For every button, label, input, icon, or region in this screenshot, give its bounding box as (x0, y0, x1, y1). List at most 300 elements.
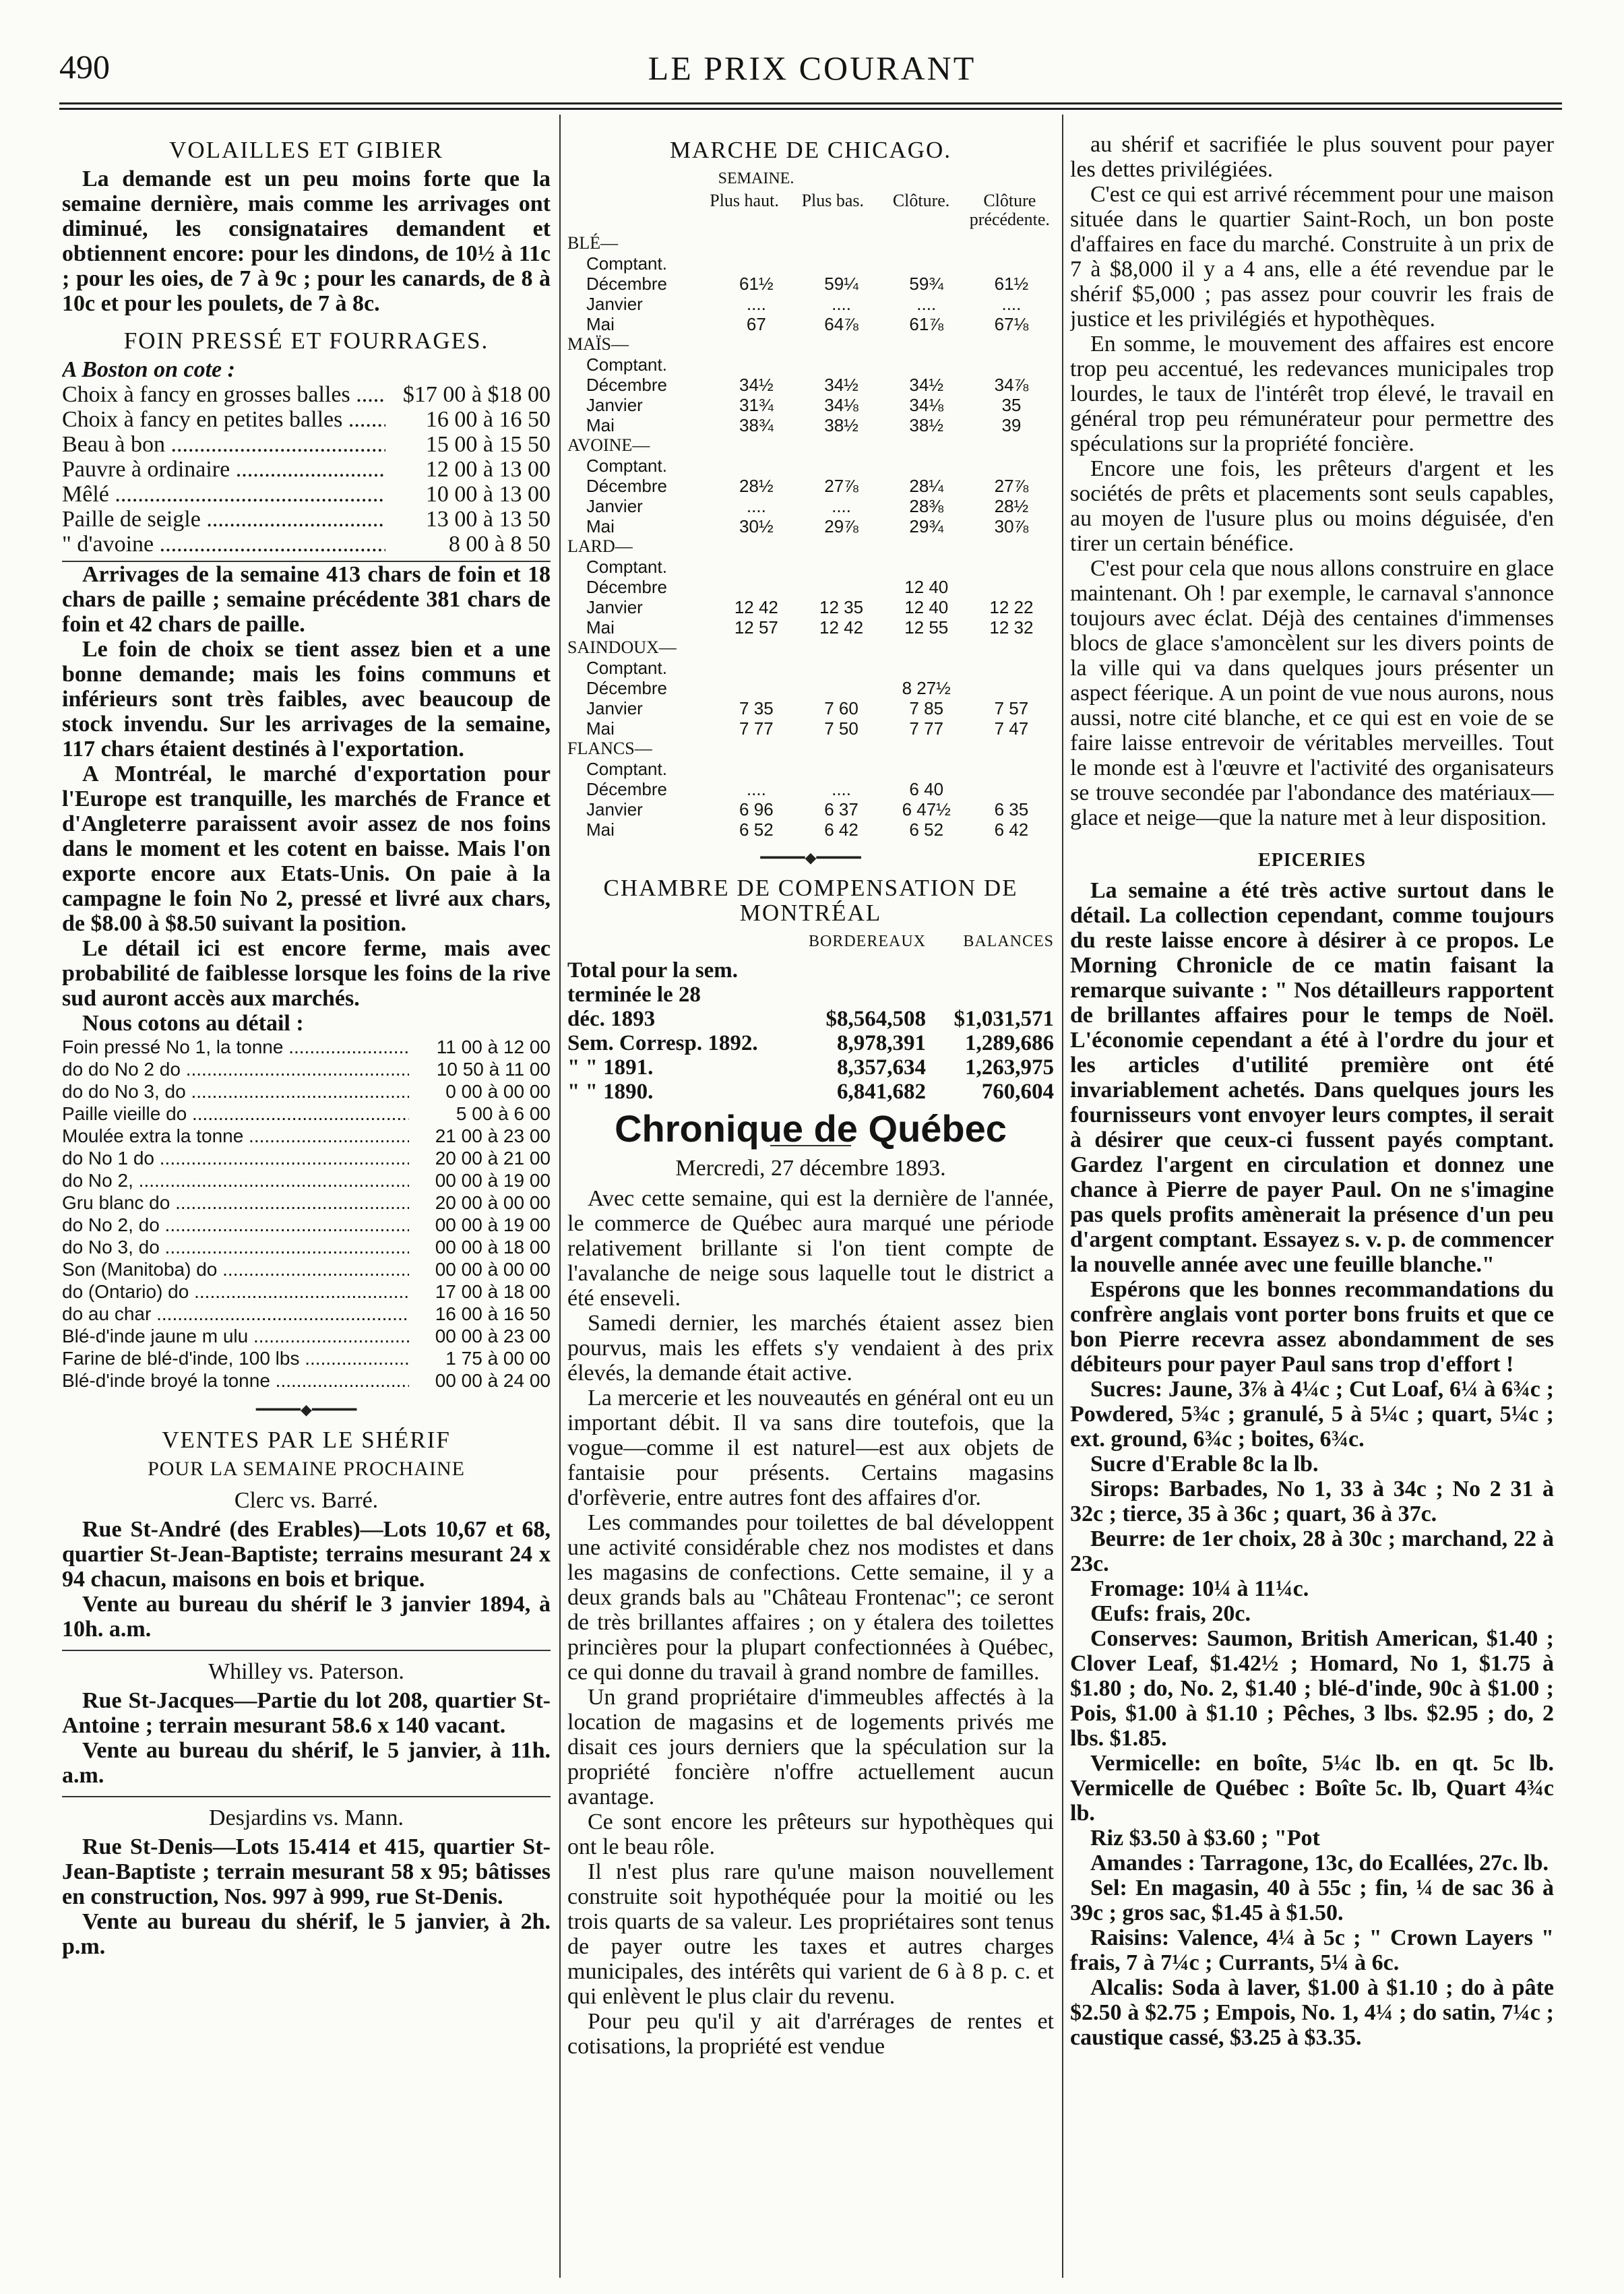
chicago-cell (799, 557, 883, 577)
detail-price-row (62, 1125, 551, 1147)
price-value: 15 00 à 15 50 (425, 432, 551, 457)
chambre-header-bordereaux: BORDEREAUX (808, 933, 926, 950)
detail-price-row (62, 1080, 551, 1103)
chicago-cell: .... (832, 779, 851, 799)
case-parties: Clerc vs. Barré. (234, 1488, 379, 1513)
chicago-cell: 28⅜ (909, 496, 944, 516)
price-label: do do No 2 do ..... (62, 1058, 409, 1080)
chicago-row-label: Comptant. (586, 253, 667, 274)
price-label: do No 1 do ..... (62, 1147, 409, 1169)
chicago-cell: 7 77 (739, 718, 774, 739)
chambre-balance: $1,031,571 (954, 1007, 1054, 1031)
chicago-row (567, 819, 1054, 840)
chicago-cell: 59¾ (909, 274, 944, 294)
section-title-foin: FOIN PRESSÉ ET FOURRAGES. (123, 328, 489, 354)
chicago-cell: 30½ (739, 516, 774, 536)
epiceries-item: Sirops: Barbades, No 1, 33 à 34c ; No 2 31 à 32c ; tierce, 35 à 36c ; quart, 36 à 37c. (1070, 1477, 1554, 1526)
epiceries-item: Amandes : Tarragone, 13c, do Ecallées, 27c. lb. (1090, 1851, 1549, 1876)
chambre-row-label: " " 1891. (567, 1055, 654, 1080)
chicago-cell: 61½ (994, 274, 1029, 294)
price-row (62, 432, 551, 457)
chicago-cell: 7 57 (994, 698, 1029, 718)
chicago-cell: 29¾ (909, 516, 944, 536)
chicago-row-label: Comptant. (586, 658, 667, 678)
chambre-balance: 1,263,975 (965, 1055, 1054, 1080)
chicago-row (567, 617, 1054, 638)
article-paragraph: C'est pour cela que nous allons construire en glace maintenant. Oh ! par exemple, le carnaval s'annonce toujours avec éclat. Déjà des centaines d'immenses blocs de glace s'amoncèlent sur les divers points de la ville qui va dans quelques jours présenter un aspect féerique. A un point de vue nous aurons, nous aussi, notre cité blanche, et ce qui est en voie de se faire laisse entrevoir de véritables merveilles. Tout le monde est à l'œuvre et l'activité des organisateurs se trouve secondée par l'abondance des matériaux—glace et neige—que la nature met à leur disposition. (1070, 556, 1554, 830)
chicago-cell (969, 658, 1054, 678)
price-label: Choix à fancy en grosses balles ..... (62, 382, 385, 407)
chicago-row (567, 597, 1054, 617)
chambre-bordereaux: 6,841,682 (837, 1080, 926, 1104)
chicago-row-label: Mai (586, 314, 615, 334)
case-divider (62, 1650, 551, 1651)
price-row (62, 507, 551, 532)
chicago-cell (884, 253, 969, 274)
chicago-cell: .... (832, 294, 851, 314)
chicago-row-label: Comptant. (586, 557, 667, 577)
price-row (62, 482, 551, 507)
price-value: 00 00 à 00 00 (435, 1259, 551, 1280)
price-label: Paille de seigle ..... (62, 507, 385, 532)
chicago-cell: 12 57 (734, 617, 778, 638)
case-description: Rue St-Jacques—Partie du lot 208, quartier St-Antoine ; terrain mesurant 58.6 x 140 vacant. (62, 1688, 551, 1738)
chicago-cell (714, 577, 799, 597)
chambre-row (567, 958, 1054, 983)
chicago-cell (799, 678, 883, 698)
chicago-cell: 7 85 (909, 698, 944, 718)
chicago-cell: 38½ (824, 415, 858, 435)
chambre-row (567, 1055, 1054, 1080)
chicago-cell: 12 55 (904, 617, 949, 638)
chicago-row-label: Janvier (586, 395, 643, 415)
chicago-row (567, 253, 1054, 274)
chicago-cell: 6 47½ (902, 799, 951, 819)
foin-paragraph-1: Arrivages de la semaine 413 chars de foin et 18 chars de paille ; semaine précédente 381 chars de foin et 42 chars de paille. (62, 562, 551, 637)
case-parties: Desjardins vs. Mann. (209, 1805, 404, 1830)
chambre-balance (926, 983, 1054, 1007)
epiceries-paragraph: Espérons que les bonnes recommandations du confrère anglais vont porter bons fruits et que ce bon Pierre recevra assez abondamment de ses débiteurs pour payer Paul sans trop d'effort ! (1070, 1277, 1554, 1377)
epiceries-item: Œufs: frais, 20c. (1090, 1601, 1251, 1626)
sheriff-sales-list (62, 1488, 551, 1959)
chicago-row (567, 456, 1054, 476)
price-label: Pauvre à ordinaire ..... (62, 457, 385, 482)
chicago-cell: .... (746, 294, 766, 314)
chicago-cell: 59¼ (824, 274, 858, 294)
chicago-row-label: Janvier (586, 294, 643, 314)
header-rule-2 (59, 108, 1562, 110)
chicago-cell: 7 47 (994, 718, 1029, 739)
price-label: do No 2, ..... (62, 1169, 409, 1191)
epiceries-item: Conserves: Saumon, British American, $1.40 ; Clover Leaf, $1.42½ ; Homard, No 1, $1.75 à $1.80 ; do, No. 2, $1.40 ; blé-d'inde, 90c à $1.00 ; Pois, $1.00 à $1.10 ; Pêches, 3 lbs. $2.95 ; do, 2 lbs. $1.85. (1070, 1626, 1554, 1751)
chicago-cell: .... (1001, 294, 1022, 314)
chicago-row-label: Décembre (586, 476, 667, 496)
chambre-table-body (567, 958, 1054, 1104)
section-title-epiceries: EPICERIES (1258, 850, 1366, 871)
chambre-row (567, 1080, 1054, 1104)
chicago-row-label: Décembre (586, 779, 667, 799)
chambre-row (567, 1031, 1054, 1055)
chicago-cell (714, 253, 799, 274)
chicago-cell: 27⅞ (824, 476, 858, 496)
chicago-cell: 39 (1001, 415, 1022, 435)
chicago-group-label: AVOINE— (567, 435, 650, 455)
chicago-row (567, 375, 1054, 395)
price-label: Mêlé ..... (62, 482, 385, 507)
chicago-row (567, 577, 1054, 597)
chicago-cell: 29⅞ (824, 516, 858, 536)
article-paragraph: Encore une fois, les prêteurs d'argent et les sociétés de prêts et placements sont seuls capables, au moyen de l'usure plus ou moins déguisée, d'en tirer un certain bénéfice. (1070, 456, 1554, 556)
chronique-paragraph: Ce sont encore les prêteurs sur hypothèques qui ont le beau rôle. (567, 1809, 1054, 1859)
chicago-cell: .... (746, 779, 766, 799)
price-value: 00 00 à 24 00 (435, 1370, 551, 1391)
chambre-header (567, 929, 1054, 954)
chicago-cell: 30⅞ (994, 516, 1029, 536)
chronique-continued (1070, 132, 1554, 830)
chambre-bordereaux: $8,564,508 (825, 1007, 926, 1031)
chronique-date: Mercredi, 27 décembre 1893. (675, 1156, 946, 1181)
price-label: " d'avoine ..... (62, 532, 385, 557)
chicago-header-cell: Clôture. (892, 191, 950, 210)
chicago-row (567, 476, 1054, 496)
chicago-cell: 34½ (909, 375, 944, 395)
chronique-paragraph: La mercerie et les nouveautés en général ont eu un important débit. Il va sans dire toutefois, que la vogue—comme il est naturel—est aux objets de fantaisie pour présents. Certains magasins d'orfèverie, entre autres font des affaires d'or. (567, 1386, 1054, 1510)
chambre-balance: 760,604 (981, 1080, 1054, 1104)
chronique-paragraph: Les commandes pour toilettes de bal développent une activité considérable chez nos modistes et dans les magasins de confections. Cette semaine, il y a deux grands bals au "Château Frontenac"; ce seront de très brillantes affaires ; on y étalera des toilettes princières pour la plupart confectionnées à Québec, ce qui donne du travail à grand nombre de familles. (567, 1510, 1054, 1685)
chicago-cell (714, 678, 799, 698)
price-value: 0 00 à 00 00 (445, 1081, 551, 1102)
foin-paragraph-2: Le foin de choix se tient assez bien et a une bonne demande; mais les foins communs et inférieurs sont très faibles, avec beaucoup de stock invendu. Sur les arrivages de la semaine, 117 chars étaient destinés à l'exportation. (62, 637, 551, 762)
chicago-cell (884, 658, 969, 678)
chicago-cell: 38¾ (739, 415, 774, 435)
detail-heading: Nous cotons au détail : (82, 1011, 304, 1036)
chambre-row-label: Sem. Corresp. 1892. (567, 1031, 758, 1055)
chicago-cell: 6 37 (824, 799, 858, 819)
chicago-cell (799, 456, 883, 476)
price-value: 00 00 à 23 00 (435, 1326, 551, 1346)
chicago-row-label: Comptant. (586, 456, 667, 476)
chicago-row-label: Décembre (586, 375, 667, 395)
chicago-header-cell: Plus haut. (710, 191, 779, 210)
price-label: Moulée extra la tonne ..... (62, 1125, 409, 1147)
chicago-cell (799, 577, 883, 597)
case-parties: Whilley vs. Paterson. (208, 1659, 404, 1684)
chicago-cell: 35 (1001, 395, 1022, 415)
epiceries-item: Riz $3.50 à $3.60 ; "Pot (1090, 1826, 1320, 1851)
price-label: do (Ontario) do ..... (62, 1280, 409, 1303)
chicago-cell: 6 35 (994, 799, 1029, 819)
article-paragraph: au shérif et sacrifiée le plus souvent pour payer les dettes privilégiées. (1070, 132, 1554, 182)
chicago-header-cell: Plus bas. (801, 191, 865, 210)
chicago-cell: 34½ (739, 375, 774, 395)
chicago-cell: .... (746, 496, 766, 516)
chambre-balance: 1,289,686 (965, 1031, 1054, 1055)
chicago-cell: 61⅞ (909, 314, 944, 334)
chicago-row-label: Janvier (586, 597, 643, 617)
page-number: 490 (59, 48, 110, 86)
detail-price-row (62, 1280, 551, 1303)
chicago-cell (969, 253, 1054, 274)
price-label: Paille vieille do ..... (62, 1103, 409, 1125)
price-value: 13 00 à 13 50 (425, 507, 551, 532)
semaine-label: SEMAINE. (718, 170, 794, 187)
chicago-cell: 6 42 (824, 819, 858, 840)
chicago-row-label: Mai (586, 819, 615, 840)
chicago-cell: 38½ (909, 415, 944, 435)
chronique-paragraph: Un grand propriétaire d'immeubles affectés à la location de magasins et de logements privés me disait ces jours derniers que la spéculation sur la propriété foncière n'offre actuellement aucun avantage. (567, 1685, 1054, 1809)
chicago-row (567, 516, 1054, 536)
page-title: LE PRIX COURANT (648, 49, 976, 87)
price-label: do au char ..... (62, 1303, 409, 1325)
boston-price-list (62, 382, 551, 557)
chronique-paragraph: Samedi dernier, les marchés étaient assez bien pourvus, mais les effets s'y vendaient à des prix élevés, la demande était active. (567, 1311, 1054, 1386)
column-right (1070, 132, 1554, 2275)
chicago-row (567, 314, 1054, 334)
epiceries-item: Sucre d'Erable 8c la lb. (1090, 1452, 1319, 1477)
column-separator (559, 115, 561, 2278)
chicago-group-label: MAÏS— (567, 334, 629, 354)
chicago-cell: 34⅛ (909, 395, 944, 415)
chronique-paragraph: Il n'est plus rare qu'une maison nouvellement construite soit hypothéquée pour la moitié ou les trois quarts de sa valeur. Les propriétaires sont tenus de payer outre les taxes et autres charges municipales, des intérêts qui varient de 6 à 8 p. c. et qui enlèvent le plus clair du revenu. (567, 1859, 1054, 2009)
price-row (62, 382, 551, 407)
article-paragraph: En somme, le mouvement des affaires est encore trop peu accentué, les redevances municipales trop lourdes, le taux de l'intérêt trop élevé, le travail en général trop peu rémunérateur pour permettre des spéculations sur la propriété foncière. (1070, 332, 1554, 456)
chicago-group-label: FLANCS— (567, 739, 652, 758)
chambre-row-label: " " 1890. (567, 1080, 654, 1104)
detail-price-row (62, 1325, 551, 1347)
chicago-group-label: SAINDOUX— (567, 638, 677, 657)
chicago-row (567, 557, 1054, 577)
section-title-ventes: VENTES PAR LE SHÉRIF (162, 1427, 451, 1453)
chicago-row-label: Mai (586, 516, 615, 536)
chicago-row-label: Janvier (586, 496, 643, 516)
chronique-paragraph: Avec cette semaine, qui est la dernière de l'année, le commerce de Québec aura marqué une période relativement brillante si l'on tient compte de l'avalanche de neige sous laquelle tout le district a été enseveli. (567, 1186, 1054, 1311)
case-sale-date: Vente au bureau du shérif, le 5 janvier, à 2h. p.m. (62, 1909, 551, 1959)
detail-price-row (62, 1347, 551, 1369)
foin-paragraph-4: Le détail ici est encore ferme, mais avec probabilité de faiblesse lorsque les foins de la rive sud auront accès aux marchés. (62, 936, 551, 1011)
column-middle (567, 132, 1054, 2275)
foin-paragraph-3: A Montréal, le marché d'exportation pour l'Europe est tranquille, les marchés de France et d'Angleterre paraissent avoir assez de nos foins dans le moment et les cotent en baisse. Mais l'on exporte encore aux Etats-Unis. On paie à la campagne le foin No 2, pressé et livré aux chars, de $8.00 à $8.50 suivant la position. (62, 762, 551, 936)
price-row (62, 532, 551, 557)
chicago-cell: 28½ (994, 496, 1029, 516)
chicago-cell: 8 27½ (902, 678, 951, 698)
epiceries-item: Alcalis: Soda à laver, $1.00 à $1.10 ; do à pâte $2.50 à $2.75 ; Empois, No. 1, 4¼ ; do satin, 7¼c ; caustique cassé, $3.25 à $3.35. (1070, 1975, 1554, 2050)
price-label: do do No 3, do ..... (62, 1080, 409, 1103)
epiceries-text (1070, 878, 1554, 1377)
chambre-row (567, 1007, 1054, 1031)
detail-price-row (62, 1147, 551, 1169)
chicago-group-label: BLÉ— (567, 233, 619, 253)
price-row (62, 457, 551, 482)
chicago-row (567, 395, 1054, 415)
chicago-group-label: LARD— (567, 536, 633, 556)
chicago-cell (969, 354, 1054, 375)
chambre-row-label: terminée le 28 (567, 983, 701, 1007)
chicago-cell (884, 557, 969, 577)
chambre-bordereaux (798, 983, 926, 1007)
chicago-row-label: Décembre (586, 274, 667, 294)
chicago-cell: 12 35 (819, 597, 864, 617)
detail-price-row (62, 1103, 551, 1125)
ornament-divider: ━━━━━◆━━━━━ (760, 849, 861, 866)
price-label: Farine de blé-d'inde, 100 lbs ..... (62, 1347, 409, 1369)
header-rule (59, 102, 1562, 104)
epiceries-item: Sucres: Jaune, 3⅞ à 4¼c ; Cut Loaf, 6¼ à 6¾c ; Powdered, 5¾c ; granulé, 5 à 5¼c ; quart, 5¼c ; ext. ground, 6¾c ; boites, 6¾c. (1070, 1377, 1554, 1452)
chicago-cell: 7 77 (909, 718, 944, 739)
chicago-row (567, 779, 1054, 799)
price-value: 20 00 à 21 00 (435, 1148, 551, 1169)
chicago-cell: 61½ (739, 274, 774, 294)
price-value: 12 00 à 13 00 (425, 457, 551, 482)
chicago-row (567, 354, 1054, 375)
chicago-table-header (567, 191, 1054, 229)
chicago-cell: 6 52 (739, 819, 774, 840)
chicago-cell (969, 577, 1054, 597)
price-value: 20 00 à 00 00 (435, 1192, 551, 1213)
detail-price-row (62, 1214, 551, 1236)
chambre-row-label: Total pour la sem. (567, 958, 739, 983)
chicago-cell: 64⅞ (824, 314, 858, 334)
chicago-cell (969, 759, 1054, 779)
chicago-row-label: Janvier (586, 799, 643, 819)
price-value: 00 00 à 18 00 (435, 1237, 551, 1258)
chicago-cell: 28¼ (909, 476, 944, 496)
chicago-cell (714, 658, 799, 678)
chicago-cell: 12 40 (904, 577, 949, 597)
epiceries-item: Sel: En magasin, 40 à 55c ; fin, ¼ de sac 36 à 39c ; gros sac, $1.45 à $1.50. (1070, 1876, 1554, 1925)
chicago-cell (969, 678, 1054, 698)
chambre-bordereaux: 8,978,391 (837, 1031, 926, 1055)
chronique-title: Chronique de Québec (615, 1107, 1007, 1150)
price-label: Son (Manitoba) do ..... (62, 1258, 409, 1280)
chicago-cell: 27⅞ (994, 476, 1029, 496)
chicago-cell: 6 40 (909, 779, 944, 799)
chicago-cell: 7 35 (739, 698, 774, 718)
chicago-row (567, 294, 1054, 314)
price-value: $17 00 à $18 00 (402, 382, 551, 407)
price-label: do No 3, do ..... (62, 1236, 409, 1258)
case-description: Rue St-Denis—Lots 15.414 et 415, quartier St-Jean-Baptiste ; terrain mesurant 58 x 95; bâtisses en construction, Nos. 997 à 999, rue St-Denis. (62, 1834, 551, 1909)
detail-price-row (62, 1303, 551, 1325)
price-label: Choix à fancy en petites balles ..... (62, 407, 385, 432)
case-sale-date: Vente au bureau du shérif, le 5 janvier, à 11h. a.m. (62, 1738, 551, 1788)
detail-price-list (62, 1036, 551, 1392)
ventes-subtitle: POUR LA SEMAINE PROCHAINE (148, 1458, 465, 1480)
chicago-row-label: Mai (586, 718, 615, 739)
detail-price-row (62, 1191, 551, 1214)
chicago-row-label: Mai (586, 617, 615, 638)
chronique-body (567, 1186, 1054, 2059)
chicago-cell: 28½ (739, 476, 774, 496)
price-value: 16 00 à 16 50 (435, 1303, 551, 1324)
chicago-cell (884, 759, 969, 779)
chambre-bordereaux: 8,357,634 (837, 1055, 926, 1080)
chicago-cell (969, 456, 1054, 476)
chicago-cell (884, 354, 969, 375)
price-value: 17 00 à 18 00 (435, 1281, 551, 1302)
chicago-row (567, 274, 1054, 294)
chicago-cell (799, 759, 883, 779)
epiceries-price-items (1070, 1377, 1554, 2050)
chicago-cell (884, 456, 969, 476)
chambre-header-balances: BALANCES (963, 933, 1054, 950)
price-value: 00 00 à 19 00 (435, 1170, 551, 1191)
detail-price-row (62, 1169, 551, 1191)
chambre-row-label: déc. 1893 (567, 1007, 656, 1031)
epiceries-item: Raisins: Valence, 4¼ à 5c ; " Crown Layers " frais, 7 à 7¼c ; Currants, 5¼ à 6c. (1070, 1925, 1554, 1975)
column-left (62, 132, 551, 2275)
chicago-table-body (567, 233, 1054, 840)
chicago-cell: 12 42 (819, 617, 864, 638)
chambre-balance (926, 958, 1054, 983)
chicago-cell: 34½ (824, 375, 858, 395)
price-value: 16 00 à 16 50 (425, 407, 551, 432)
price-value: 11 00 à 12 00 (436, 1036, 551, 1057)
detail-price-row (62, 1236, 551, 1258)
price-label: Blé-d'inde jaune m ulu ..... (62, 1325, 409, 1347)
chambre-bordereaux (798, 958, 926, 983)
case-description: Rue St-André (des Erables)—Lots 10,67 et 68, quartier St-Jean-Baptiste; terrains mesurant 24 x 94 chacun, maisons en bois et brique. (62, 1517, 551, 1592)
price-value: 00 00 à 19 00 (435, 1214, 551, 1235)
detail-price-row (62, 1258, 551, 1280)
price-label: Gru blanc do ..... (62, 1191, 409, 1214)
chicago-row-label: Janvier (586, 698, 643, 718)
chicago-cell: 34⅛ (824, 395, 858, 415)
chicago-row (567, 496, 1054, 516)
chicago-cell (714, 354, 799, 375)
chicago-row (567, 698, 1054, 718)
chicago-row-label: Décembre (586, 577, 667, 597)
chicago-cell (714, 557, 799, 577)
chicago-cell: 67⅛ (994, 314, 1029, 334)
chicago-cell (714, 456, 799, 476)
chicago-cell: .... (832, 496, 851, 516)
price-label: Foin pressé No 1, la tonne ..... (62, 1036, 409, 1058)
epiceries-item: Beurre: de 1er choix, 28 à 30c ; marchand, 22 à 23c. (1070, 1526, 1554, 1576)
chicago-cell: 31¾ (739, 395, 774, 415)
price-value: 21 00 à 23 00 (435, 1125, 551, 1146)
chicago-row-label: Mai (586, 415, 615, 435)
chicago-cell: 6 42 (994, 819, 1029, 840)
volailles-text: La demande est un peu moins forte que la semaine dernière, mais comme les arrivages ont diminué, les consignataires demandent et obtiennent encore: pour les dindons, de 10½ à 11c ; pour les oies, de 7 à 9c ; pour les canards, de 8 à 10c et pour les poulets, de 7 à 8c. (62, 166, 551, 316)
chicago-cell: 34⅞ (994, 375, 1029, 395)
chicago-row (567, 658, 1054, 678)
chicago-cell: .... (916, 294, 937, 314)
detail-price-row (62, 1036, 551, 1058)
epiceries-item: Fromage: 10¼ à 11¼c. (1090, 1576, 1309, 1601)
article-paragraph: C'est ce qui est arrivé récemment pour une maison située dans le quartier Saint-Roch, un bon poste d'affaires en face du marché. Construite à un prix de 7 à $8,000 il y a 4 ans, elle a été revendue par le shérif $5,000 ; pas assez pour couvrir les frais de justice et les privilégiés et hypothèques. (1070, 182, 1554, 332)
price-label: Blé-d'inde broyé la tonne ..... (62, 1369, 409, 1392)
detail-price-row (62, 1369, 551, 1392)
epiceries-paragraph: La semaine a été très active surtout dans le détail. La collection cependant, comme toujours du reste laisse encore à désirer à ce propos. Le Morning Chronicle de ce matin faisant la remarque suivante : " Nos détailleurs rapportent de brillantes affaires pour le temps de Noël. L'économie cependant a été à l'ordre du jour et les articles d'utilité première ont été invariablement achetés. Dans quelques jours les fournisseurs vont envoyer leurs comptes, il serait à désirer que ceux-ci fussent payés comptant. Gardez l'argent en circulation et donnez une chance à Pierre de payer Paul. On ne s'imagine pas quels profits amènerait la présence d'un peu d'argent comptant. Essayez s. v. p. de commencer la nouvelle année avec une feuille blanche." (1070, 878, 1554, 1277)
price-value: 10 50 à 11 00 (436, 1059, 551, 1080)
section-title-chicago: MARCHE DE CHICAGO. (669, 137, 952, 163)
price-label: Beau à bon ..... (62, 432, 385, 457)
chicago-row (567, 415, 1054, 435)
case-sale-date: Vente au bureau du shérif le 3 janvier 1894, à 10h. a.m. (62, 1592, 551, 1642)
chronique-paragraph: Pour peu qu'il y ait d'arrérages de rentes et cotisations, la propriété est vendue (567, 2009, 1054, 2059)
chicago-row (567, 799, 1054, 819)
section-title-volailles: VOLAILLES ET GIBIER (169, 137, 443, 163)
chicago-cell (799, 253, 883, 274)
price-value: 5 00 à 6 00 (456, 1103, 551, 1124)
price-row (62, 407, 551, 432)
chicago-cell (969, 557, 1054, 577)
column-separator (1062, 115, 1063, 2278)
price-value: 10 00 à 13 00 (425, 482, 551, 507)
chicago-cell: 7 60 (824, 698, 858, 718)
chicago-cell: 6 52 (909, 819, 944, 840)
chicago-cell (799, 354, 883, 375)
